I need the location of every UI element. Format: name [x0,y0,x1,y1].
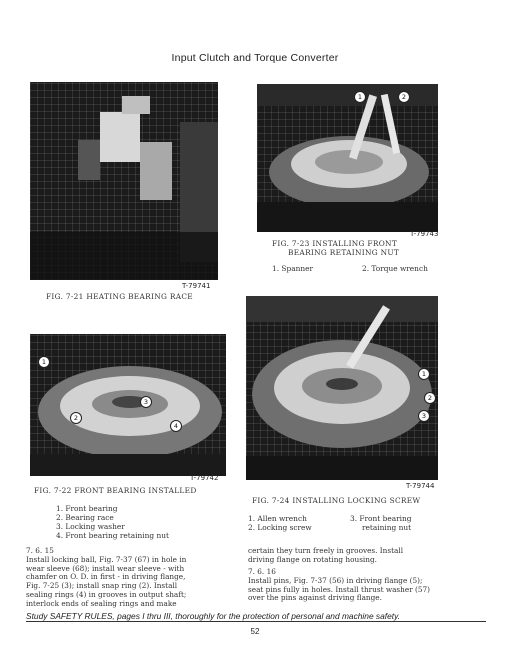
legend-item: 1. Allen wrench [248,514,307,523]
paragraph-line: sealing rings (4) in grooves in output shaft; [26,589,187,599]
figure-code: T-79744 [406,482,435,490]
paragraph-7-6-16 [248,577,493,603]
legend-item: 4. Front bearing retaining nut [56,531,169,540]
paragraph-line: Install pins, Fig. 7-37 (56) in driving flange (5); [248,576,423,585]
legend-item-continued: retaining nut [362,523,412,532]
paragraph-line: chamfer on O. D. in first - in driving flange, [26,572,186,582]
figure-caption: FIG. 7-21 HEATING BEARING RACE [46,292,193,301]
paragraph-line: wear sleeve (68); install wear sleeve - with [26,563,185,573]
paragraph-continued [248,547,488,564]
figure-caption: FIG. 7-23 INSTALLING FRONT [272,239,398,248]
callout-marker: 2 [424,392,436,404]
legend-item: 2. Bearing race [56,513,114,522]
callout-marker: 1 [354,91,366,103]
figure-caption-line2: BEARING RETAINING NUT [288,248,400,257]
legend-item: 1. Spanner [272,264,314,273]
figure-caption: FIG. 7-22 FRONT BEARING INSTALLED [34,486,197,495]
page-number: 52 [250,627,260,636]
paragraph-number: 7. 6. 16 [248,567,276,576]
callout-marker: 1 [418,368,430,380]
legend-item: 3. Front bearing [350,514,412,523]
callout-marker: 1 [38,356,50,368]
footer-divider [26,621,486,622]
legend-item: 1. Front bearing [56,504,118,513]
photo-illustration [246,296,438,480]
paragraph-line: Fig. 7-25 (3); install snap ring (2). Install [26,581,178,591]
legend-item: 3. Locking washer [56,522,125,531]
photo-illustration [30,334,226,476]
legend-item: 2. Torque wrench [362,264,428,273]
callout-marker: 3 [418,410,430,422]
paragraph-line: over the pins against driving flange. [248,593,382,603]
paragraph-line: interlock ends of sealing rings and make [26,598,177,608]
callout-marker: 2 [70,412,82,424]
figure-caption: FIG. 7-24 INSTALLING LOCKING SCREW [252,496,421,505]
photo-installing-locking-screw [246,296,438,480]
figure-code: T-79743 [410,230,439,238]
photo-heating-bearing-race [30,82,218,280]
paragraph-line: Install locking ball, Fig. 7-37 (67) in hole in [26,555,187,564]
safety-notice: Study SAFETY RULES, pages I thru III, thoroughly for the protection of personal and machine safety. [26,611,400,621]
paragraph-line: driving flange on rotating housing. [248,554,377,564]
paragraph-7-6-15 [26,556,241,608]
paragraph-line: seat pins fully in holes. Install thrust washer (57) [248,584,430,594]
figure-code: T-79741 [182,282,211,290]
page-title: Input Clutch and Torque Converter [171,52,339,64]
callout-marker: 3 [140,396,152,408]
callout-marker: 2 [398,91,410,103]
legend-item: 2. Locking screw [248,523,312,532]
paragraph-number: 7. 6. 15 [26,546,54,555]
callout-marker: 4 [170,420,182,432]
photo-front-bearing-installed [30,334,226,476]
photo-illustration [30,82,218,280]
photo-illustration [257,84,438,232]
figure-code: T-79742 [190,474,219,482]
photo-installing-nut [257,84,438,232]
paragraph-line: certain they turn freely in grooves. Install [248,546,404,555]
